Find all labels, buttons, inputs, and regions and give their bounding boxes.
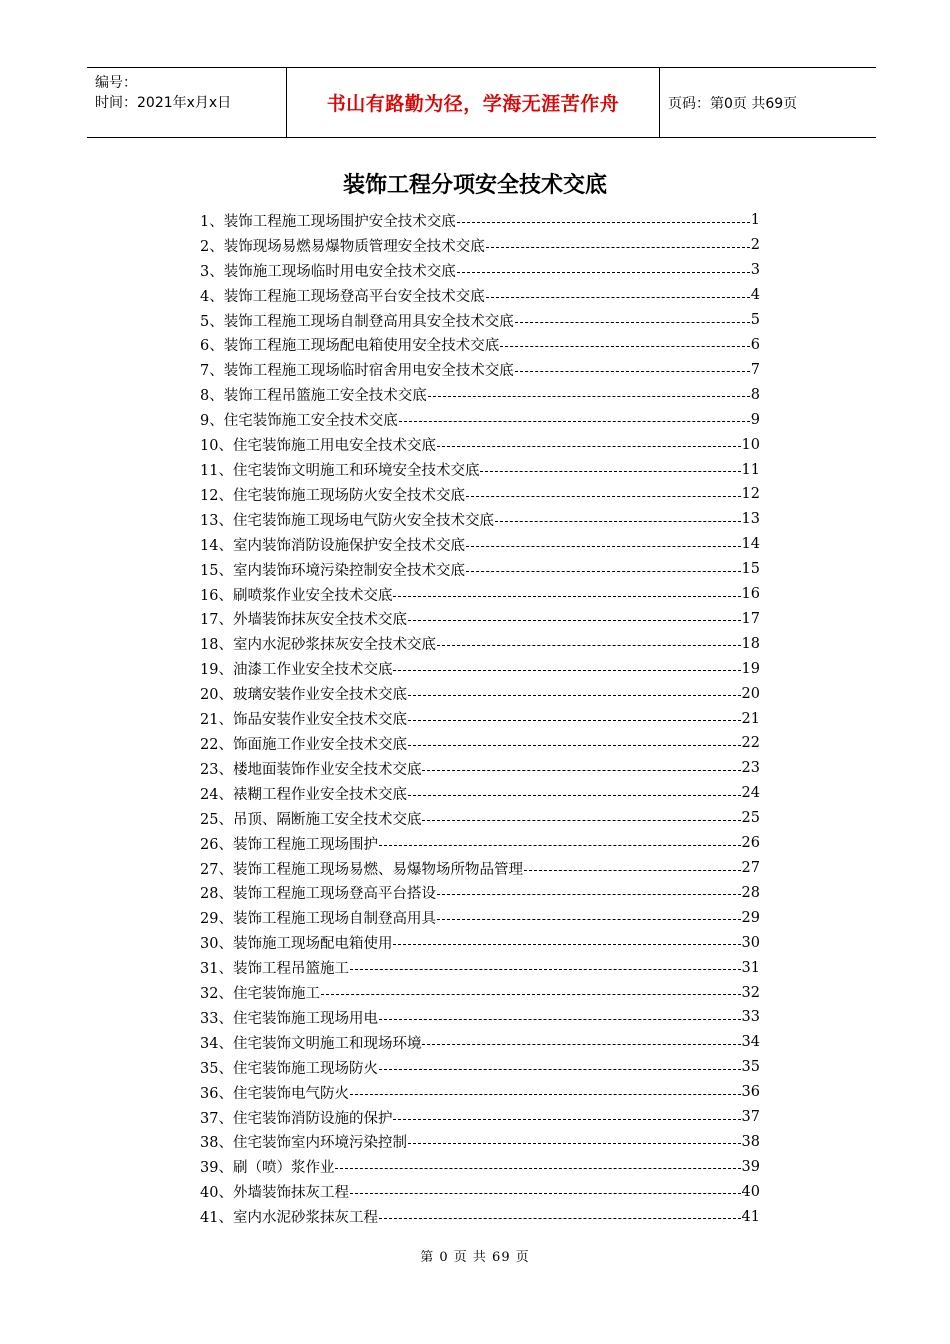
toc-entry-page: 19 xyxy=(741,660,760,677)
document-title: 装饰工程分项安全技术交底 xyxy=(342,173,607,198)
toc-entry[interactable] xyxy=(200,631,760,656)
toc-entry-title: 装饰工程施工现场围护 xyxy=(232,836,378,853)
motto-text: 书山有路勤为径，学海无涯苦作舟 xyxy=(326,93,620,115)
toc-entry-title: 装饰施工现场配电箱使用 xyxy=(232,936,393,953)
code-label: 编号： xyxy=(95,75,137,91)
toc-entry-title: 住宅装饰施工现场用电 xyxy=(232,1010,378,1027)
toc-dot-leader xyxy=(408,795,741,796)
toc-dot-leader xyxy=(480,471,740,472)
toc-entry-number: 13、 xyxy=(200,512,233,529)
toc-entry[interactable] xyxy=(200,930,760,955)
toc-dot-leader xyxy=(500,346,750,347)
toc-entry-number: 27、 xyxy=(200,861,233,878)
toc-entry-number: 36、 xyxy=(200,1085,233,1102)
toc-entry-title: 装饰现场易燃易爆物质管理安全技术交底 xyxy=(223,238,485,255)
toc-dot-leader xyxy=(393,944,740,945)
toc-entry-title: 装饰工程施工现场自制登高用具安全技术交底 xyxy=(223,313,514,330)
toc-entry-page: 22 xyxy=(741,735,760,752)
toc-entry-number: 24、 xyxy=(200,786,233,803)
toc-entry-title: 住宅装饰施工现场电气防火安全技术交底 xyxy=(232,512,494,529)
toc-entry[interactable] xyxy=(200,656,760,681)
header-page-info-cell xyxy=(660,68,876,137)
toc-entry[interactable] xyxy=(200,1030,760,1055)
toc-entry-page: 14 xyxy=(741,536,760,553)
toc-dot-leader xyxy=(321,994,741,995)
toc-entry-title: 饰面施工作业安全技术交底 xyxy=(232,736,407,753)
toc-entry[interactable] xyxy=(200,781,760,806)
toc-entry-page: 27 xyxy=(741,860,760,877)
toc-entry-number: 41、 xyxy=(200,1210,233,1227)
toc-entry-page: 7 xyxy=(750,361,760,378)
toc-entry-page: 23 xyxy=(741,760,760,777)
toc-dot-leader xyxy=(437,919,741,920)
toc-entry-number: 29、 xyxy=(200,911,233,928)
toc-entry-number: 5、 xyxy=(200,313,224,330)
toc-entry-number: 11、 xyxy=(200,463,233,480)
toc-entry-number: 4、 xyxy=(200,288,224,305)
toc-entry[interactable] xyxy=(200,955,760,980)
toc-entry-title: 外墙装饰抹灰安全技术交底 xyxy=(232,612,407,629)
toc-entry[interactable] xyxy=(200,1005,760,1030)
toc-entry-page: 36 xyxy=(741,1084,760,1101)
toc-entry-number: 20、 xyxy=(200,687,233,704)
toc-entry-title: 住宅装饰施工现场防火 xyxy=(232,1060,378,1077)
toc-entry-number: 14、 xyxy=(200,537,233,554)
toc-entry-page: 40 xyxy=(741,1183,760,1200)
page-footer: 第 0 页 共 69 页 xyxy=(420,1250,530,1265)
toc-entry-page: 11 xyxy=(741,461,760,478)
toc-dot-leader xyxy=(515,322,750,323)
toc-dot-leader xyxy=(350,1094,741,1095)
toc-entry-page: 20 xyxy=(741,685,760,702)
toc-entry-page: 5 xyxy=(750,312,760,329)
toc-entry-page: 10 xyxy=(741,436,760,453)
toc-dot-leader xyxy=(393,1119,740,1120)
toc-entry-page: 30 xyxy=(741,934,760,951)
toc-entry-page: 31 xyxy=(741,959,760,976)
toc-entry-number: 23、 xyxy=(200,761,233,778)
toc-dot-leader xyxy=(524,870,741,871)
toc-entry-title: 室内水泥砂浆抹灰工程 xyxy=(232,1210,378,1227)
toc-entry-title: 吊顶、隔断施工安全技术交底 xyxy=(232,811,422,828)
toc-entry-number: 17、 xyxy=(200,612,233,629)
toc-entry-title: 住宅装饰施工用电安全技术交底 xyxy=(232,438,436,455)
toc-entry-title: 室内装饰消防设施保护安全技术交底 xyxy=(232,537,465,554)
toc-entry[interactable] xyxy=(200,905,760,930)
toc-entry-number: 8、 xyxy=(200,388,224,405)
toc-entry-number: 16、 xyxy=(200,587,233,604)
toc-dot-leader xyxy=(466,571,741,572)
toc-entry[interactable] xyxy=(200,482,760,507)
toc-entry-page: 9 xyxy=(750,411,760,428)
toc-entry[interactable] xyxy=(200,432,760,457)
toc-entry[interactable] xyxy=(200,557,760,582)
toc-entry[interactable] xyxy=(200,856,760,881)
toc-entry[interactable] xyxy=(200,582,760,607)
toc-entry[interactable] xyxy=(200,382,760,407)
toc-entry-number: 38、 xyxy=(200,1135,233,1152)
toc-entry-title: 刷（喷）浆作业 xyxy=(232,1160,335,1177)
toc-dot-leader xyxy=(495,521,741,522)
toc-dot-leader xyxy=(428,396,750,397)
toc-entry-number: 28、 xyxy=(200,886,233,903)
toc-entry-number: 32、 xyxy=(200,986,233,1003)
toc-entry-page: 24 xyxy=(741,785,760,802)
toc-entry-page: 25 xyxy=(741,810,760,827)
toc-entry-page: 41 xyxy=(741,1208,760,1225)
table-of-contents xyxy=(200,208,760,1229)
toc-entry[interactable] xyxy=(200,357,760,382)
toc-dot-leader xyxy=(379,1218,741,1219)
toc-entry-title: 住宅装饰施工安全技术交底 xyxy=(223,413,398,430)
toc-entry-title: 油漆工作业安全技术交底 xyxy=(232,662,393,679)
toc-entry[interactable] xyxy=(200,1154,760,1179)
toc-entry-title: 装饰工程吊篮施工安全技术交底 xyxy=(223,388,427,405)
toc-dot-leader xyxy=(399,421,750,422)
toc-entry-number: 35、 xyxy=(200,1060,233,1077)
toc-entry-number: 33、 xyxy=(200,1010,233,1027)
toc-entry-number: 31、 xyxy=(200,961,233,978)
toc-entry-number: 34、 xyxy=(200,1035,233,1052)
toc-entry-number: 2、 xyxy=(200,238,224,255)
toc-entry-page: 38 xyxy=(741,1133,760,1150)
toc-entry-page: 29 xyxy=(741,909,760,926)
toc-entry-page: 12 xyxy=(741,486,760,503)
toc-entry-title: 住宅装饰文明施工和现场环境 xyxy=(232,1035,422,1052)
toc-entry-number: 39、 xyxy=(200,1160,233,1177)
toc-entry[interactable] xyxy=(200,407,760,432)
toc-entry[interactable] xyxy=(200,980,760,1005)
header-table xyxy=(87,67,876,138)
toc-entry[interactable] xyxy=(200,806,760,831)
toc-entry-number: 21、 xyxy=(200,712,233,729)
toc-entry[interactable] xyxy=(200,756,760,781)
toc-entry-number: 22、 xyxy=(200,736,233,753)
toc-entry-number: 15、 xyxy=(200,562,233,579)
toc-entry-title: 装饰工程吊篮施工 xyxy=(232,961,349,978)
toc-entry[interactable] xyxy=(200,1179,760,1204)
toc-entry-page: 4 xyxy=(750,287,760,304)
toc-entry-page: 32 xyxy=(741,984,760,1001)
toc-entry[interactable] xyxy=(200,706,760,731)
time-label: 时间：2021年x月x日 xyxy=(95,95,232,111)
toc-entry-title: 装饰工程施工现场登高平台搭设 xyxy=(232,886,436,903)
toc-entry-title: 玻璃安装作业安全技术交底 xyxy=(232,687,407,704)
toc-entry-title: 刷喷浆作业安全技术交底 xyxy=(232,587,393,604)
toc-entry-title: 住宅装饰室内环境污染控制 xyxy=(232,1135,407,1152)
toc-dot-leader xyxy=(515,371,750,372)
toc-entry-title: 装饰工程施工现场易燃、易爆物场所物品管理 xyxy=(232,861,523,878)
toc-entry-page: 35 xyxy=(741,1059,760,1076)
toc-entry[interactable] xyxy=(200,208,760,233)
toc-entry-page: 8 xyxy=(750,386,760,403)
toc-dot-leader xyxy=(408,745,741,746)
toc-entry-title: 饰品安装作业安全技术交底 xyxy=(232,712,407,729)
toc-entry[interactable] xyxy=(200,607,760,632)
toc-entry-title: 装饰施工现场临时用电安全技术交底 xyxy=(223,263,456,280)
toc-entry-page: 17 xyxy=(741,610,760,627)
toc-entry-title: 住宅装饰文明施工和环境安全技术交底 xyxy=(232,463,480,480)
toc-dot-leader xyxy=(379,1069,741,1070)
toc-dot-leader xyxy=(457,272,750,273)
toc-dot-leader xyxy=(350,969,741,970)
toc-entry[interactable] xyxy=(200,283,760,308)
toc-entry-title: 住宅装饰消防设施的保护 xyxy=(232,1110,393,1127)
toc-entry-page: 18 xyxy=(741,635,760,652)
toc-entry[interactable] xyxy=(200,1204,760,1229)
toc-entry-number: 12、 xyxy=(200,487,233,504)
toc-dot-leader xyxy=(466,546,741,547)
toc-entry-number: 1、 xyxy=(200,213,224,230)
toc-entry-page: 37 xyxy=(741,1109,760,1126)
toc-entry-page: 16 xyxy=(741,586,760,603)
toc-entry[interactable] xyxy=(200,258,760,283)
toc-entry-page: 26 xyxy=(741,835,760,852)
toc-entry-title: 外墙装饰抹灰工程 xyxy=(232,1185,349,1202)
toc-entry[interactable] xyxy=(200,233,760,258)
toc-entry-title: 住宅装饰施工 xyxy=(232,986,320,1003)
toc-dot-leader xyxy=(486,297,750,298)
toc-entry-number: 6、 xyxy=(200,338,224,355)
toc-dot-leader xyxy=(335,1168,740,1169)
toc-entry-page: 34 xyxy=(741,1034,760,1051)
toc-entry-page: 21 xyxy=(741,710,760,727)
toc-entry-title: 室内水泥砂浆抹灰安全技术交底 xyxy=(232,637,436,654)
toc-dot-leader xyxy=(422,1044,740,1045)
header-left-cell xyxy=(87,68,287,137)
toc-dot-leader xyxy=(437,645,741,646)
toc-entry-title: 裱糊工程作业安全技术交底 xyxy=(232,786,407,803)
toc-dot-leader xyxy=(393,596,740,597)
toc-dot-leader xyxy=(422,820,740,821)
toc-entry-number: 40、 xyxy=(200,1185,233,1202)
toc-entry-number: 10、 xyxy=(200,438,233,455)
toc-dot-leader xyxy=(437,894,741,895)
toc-entry[interactable] xyxy=(200,1080,760,1105)
toc-entry-number: 25、 xyxy=(200,811,233,828)
header-motto-cell xyxy=(287,68,660,137)
toc-entry[interactable] xyxy=(200,532,760,557)
toc-entry-title: 装饰工程施工现场临时宿舍用电安全技术交底 xyxy=(223,363,514,380)
toc-entry-page: 13 xyxy=(741,511,760,528)
toc-entry-page: 3 xyxy=(750,262,760,279)
toc-entry-number: 30、 xyxy=(200,936,233,953)
toc-entry-page: 33 xyxy=(741,1009,760,1026)
toc-entry-title: 室内装饰环境污染控制安全技术交底 xyxy=(232,562,465,579)
toc-dot-leader xyxy=(379,845,741,846)
toc-entry-number: 18、 xyxy=(200,637,233,654)
toc-entry[interactable] xyxy=(200,333,760,358)
toc-entry-page: 1 xyxy=(750,212,760,229)
toc-dot-leader xyxy=(393,670,740,671)
toc-entry-title: 装饰工程施工现场自制登高用具 xyxy=(232,911,436,928)
toc-entry-page: 2 xyxy=(750,237,760,254)
toc-entry-title: 住宅装饰施工现场防火安全技术交底 xyxy=(232,487,465,504)
toc-entry-number: 26、 xyxy=(200,836,233,853)
toc-entry-title: 楼地面装饰作业安全技术交底 xyxy=(232,761,422,778)
toc-entry[interactable] xyxy=(200,731,760,756)
toc-entry-page: 39 xyxy=(741,1158,760,1175)
toc-entry-page: 28 xyxy=(741,884,760,901)
toc-entry-title: 装饰工程施工现场配电箱使用安全技术交底 xyxy=(223,338,500,355)
toc-dot-leader xyxy=(457,222,750,223)
toc-dot-leader xyxy=(408,695,741,696)
toc-entry-page: 15 xyxy=(741,561,760,578)
toc-entry[interactable] xyxy=(200,880,760,905)
toc-dot-leader xyxy=(379,1019,741,1020)
toc-entry-title: 装饰工程施工现场登高平台安全技术交底 xyxy=(223,288,485,305)
toc-dot-leader xyxy=(486,247,750,248)
toc-entry-page: 6 xyxy=(750,336,760,353)
toc-entry-number: 37、 xyxy=(200,1110,233,1127)
toc-dot-leader xyxy=(408,720,741,721)
toc-dot-leader xyxy=(408,620,741,621)
toc-entry-title: 住宅装饰电气防火 xyxy=(232,1085,349,1102)
toc-entry-number: 9、 xyxy=(200,413,224,430)
toc-entry[interactable] xyxy=(200,1130,760,1155)
toc-dot-leader xyxy=(466,496,741,497)
toc-entry[interactable] xyxy=(200,507,760,532)
toc-dot-leader xyxy=(408,1143,741,1144)
toc-entry[interactable] xyxy=(200,457,760,482)
page-info: 页码：第0页 共69页 xyxy=(668,95,798,112)
toc-entry[interactable] xyxy=(200,1105,760,1130)
toc-entry[interactable] xyxy=(200,308,760,333)
toc-entry[interactable] xyxy=(200,681,760,706)
toc-entry[interactable] xyxy=(200,1055,760,1080)
toc-entry-number: 19、 xyxy=(200,662,233,679)
toc-entry-number: 3、 xyxy=(200,263,224,280)
toc-dot-leader xyxy=(437,446,741,447)
toc-dot-leader xyxy=(422,770,740,771)
toc-entry[interactable] xyxy=(200,831,760,856)
toc-dot-leader xyxy=(350,1193,741,1194)
toc-entry-number: 7、 xyxy=(200,363,224,380)
toc-entry-title: 装饰工程施工现场围护安全技术交底 xyxy=(223,213,456,230)
